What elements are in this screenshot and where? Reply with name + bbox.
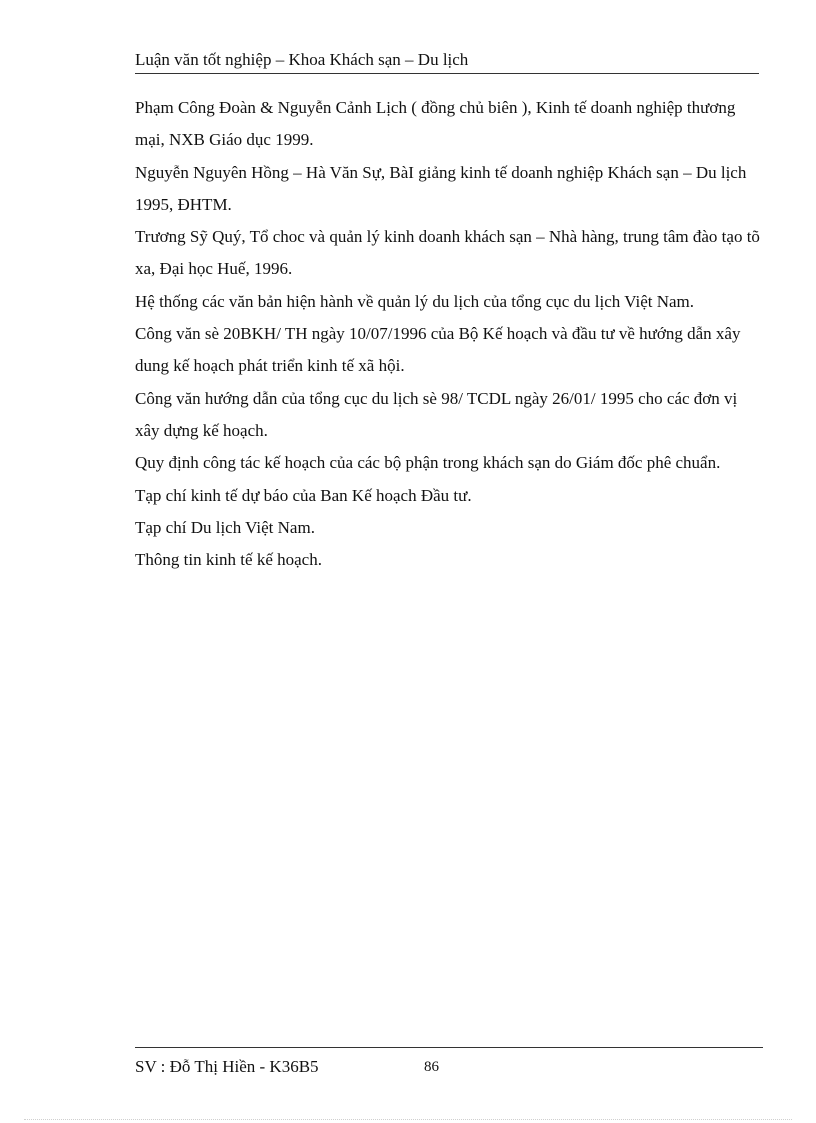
footer-student-name: SV : Đỗ Thị Hiền - K36B5	[135, 1057, 319, 1076]
reference-item: Phạm Công Đoàn & Nguyễn Cảnh Lịch ( đồng chủ biên ), Kinh tế doanh nghiệp thương mại, NXB Giáo dục 1999.	[135, 98, 736, 150]
reference-item: Công văn sè 20BKH/ TH ngày 10/07/1996 của Bộ Kế hoạch và đầu tư về hướng dẫn xây dung kế hoạch phát triển kinh tế xã hội.	[135, 324, 741, 376]
page-footer	[135, 1047, 763, 1078]
reference-item: Công văn hướng dẫn của tổng cục du lịch sè 98/ TCDL ngày 26/01/ 1995 cho các đơn vị xây dựng kế hoạch.	[135, 388, 738, 440]
reference-item: Tạp chí Du lịch Việt Nam.	[135, 517, 315, 537]
reference-list	[135, 92, 760, 576]
page-bottom-divider	[24, 1119, 792, 1120]
reference-item: Quy định công tác kế hoạch của các bộ phận trong khách sạn do Giám đốc phê chuẩn.	[135, 453, 721, 473]
header-title: Luận văn tốt nghiệp – Khoa Khách sạn – Du lịch	[135, 50, 469, 69]
reference-item: Trương Sỹ Quý, Tổ choc và quản lý kinh doanh khách sạn – Nhà hàng, trung tâm đào tạo tõ xa, Đại học Huế, 1996.	[135, 227, 760, 279]
reference-item: Thông tin kinh tế kế hoạch.	[135, 550, 322, 570]
reference-item: Tạp chí kinh tế dự báo của Ban Kế hoạch Đầu tư.	[135, 485, 472, 505]
reference-item: Nguyễn Nguyên Hồng – Hà Văn Sự, BàI giảng kinh tế doanh nghiệp Khách sạn – Du lịch 1995, ĐHTM.	[135, 162, 747, 214]
reference-item: Hệ thống các văn bản hiện hành về quản lý du lịch của tổng cục du lịch Việt Nam.	[135, 291, 695, 311]
page-number: 86	[424, 1059, 439, 1075]
page-header	[135, 47, 759, 74]
